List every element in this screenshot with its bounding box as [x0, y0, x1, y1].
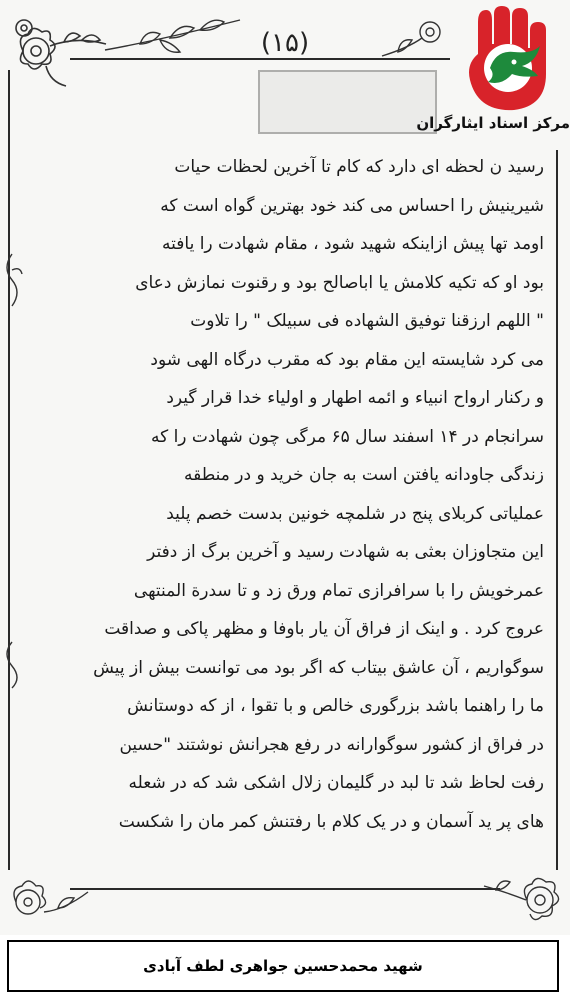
- page-number: (۱۵): [260, 28, 310, 58]
- text-line: های پر ید آسمان و در یک کلام با رفتنش کمر مان را شکست: [118, 811, 544, 832]
- text-line: عملیاتی کربلای پنج در شلمچه خونین بدست خصم پلید: [166, 503, 544, 524]
- text-line: عروج کرد . و اینک از فراق آن یار باوفا و مظهر پاکی و صداقت: [104, 619, 544, 639]
- text-line: بود او که تکیه کلامش یا اباصالح بود و رقنوت نمازش دعای: [135, 272, 544, 293]
- stamp-mark: [258, 70, 437, 134]
- frame-bottom-line: [70, 888, 500, 890]
- frame-left-line: [8, 70, 10, 870]
- text-line: " اللهم ارزقنا توفیق الشهاده فی سبیلک " را تلاوت: [190, 311, 544, 331]
- text-line: عمرخویش را با سرافرازی تمام ورق زد و تا سدرة المنتهی: [133, 580, 544, 601]
- text-line: رسید ن لحظه ای دارد که کام تا آخرین لحظات حیات: [174, 157, 544, 177]
- caption-text: شهید محمدحسین جواهری لطف آبادی: [143, 957, 423, 975]
- frame-right-line: [556, 150, 558, 870]
- text-line: زندگی جاودانه یافتن است به جان خرید و در منطقه: [183, 465, 544, 485]
- floral-ornament-top-right-icon: [378, 8, 458, 64]
- text-line: سوگواریم ، آن عاشق بیتاب که اگر بود می توانست بیش از پیش: [93, 657, 544, 678]
- text-line: شیرینیش را احساس می کند خود بهترین گواه است که: [160, 195, 544, 216]
- floral-ornament-top-center-icon: [100, 10, 250, 60]
- text-line: اومد تها پیش ازاینکه شهید شود ، مقام شهادت را یافته: [162, 234, 544, 254]
- logo-caption: مرکز اسناد ایثارگران: [416, 114, 570, 132]
- text-line: و رکنار ارواح انبیاء و ائمه اطهار و اولیاء خدا قرار گیرد: [166, 388, 544, 408]
- floral-ornament-bottom-right-icon: [480, 856, 566, 932]
- text-line: می کرد شایسته این مقام بود که مقرب درگاه الهی شود: [150, 349, 544, 370]
- floral-ornament-side-left-lower-icon: [0, 640, 24, 690]
- floral-ornament-bottom-left-icon: [4, 862, 94, 932]
- caption-box: [7, 940, 559, 992]
- text-line: سرانجام در ۱۴ اسفند سال ۶۵ مرگی چون شهادت را که: [150, 426, 544, 447]
- text-line: ما را راهنما باشد بزرگوری خالص و با تقوا ، از که دوستانش: [127, 696, 544, 716]
- text-line: این متجاوزان بعثی به شهادت رسید و آخرین برگ از دفتر: [147, 542, 544, 562]
- text-line: رفت لحاظ شد تا لبد در گلیمان زلال اشکی شد که در شعله: [128, 773, 544, 793]
- body-text: [38, 148, 544, 841]
- floral-ornament-side-left-icon: [0, 250, 24, 310]
- text-line: در فراق از کشور سوگوارانه در رفع هجرانش نوشتند "حسین: [119, 734, 544, 755]
